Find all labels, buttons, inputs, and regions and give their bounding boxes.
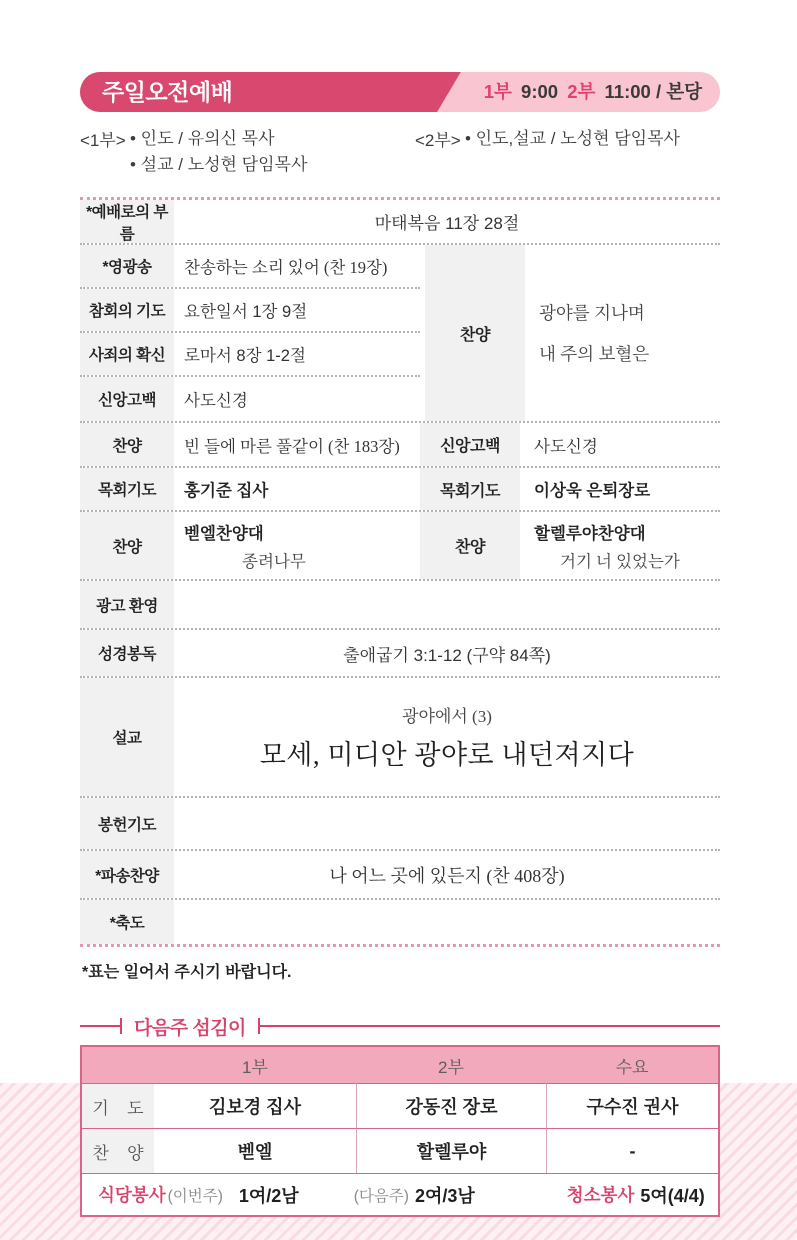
praise-song1: 광야를 지나며	[539, 303, 645, 323]
part2-tag: <2부>	[415, 131, 461, 150]
call-value: 마태복음 11장 28절	[374, 214, 520, 233]
row-gloria	[80, 245, 420, 289]
order-of-worship-table	[80, 197, 720, 947]
choir2-name: 할렐루야찬양대	[534, 524, 646, 543]
row-sending-hymn	[80, 851, 720, 900]
prayer-row-label: 기 도	[82, 1083, 154, 1128]
row-call-to-worship	[80, 200, 720, 245]
service-duty-footer	[82, 1173, 718, 1215]
next-week-count: 2여/3남	[414, 1185, 475, 1206]
choir1-name: 벧엘찬양대	[184, 524, 264, 543]
sending-label: *파송찬양	[80, 851, 174, 898]
hymn-label: 찬양	[80, 423, 174, 466]
sermon-title: 모세, 미디안 광야로 내던져지다	[259, 740, 635, 770]
part2-leader-line1: • 인도,설교 / 노성현 담임목사	[465, 129, 680, 148]
pastoral1-value: 홍기준 집사	[184, 482, 269, 500]
sermon-label: 설교	[80, 678, 174, 796]
repent-label: 참회의 기도	[80, 289, 174, 331]
part1-tag: <1부>	[80, 131, 126, 150]
service-banner	[80, 72, 720, 112]
praise-part2: 할렐루야	[356, 1128, 546, 1173]
standing-footnote: *표는 일어서 주시기 바랍니다.	[82, 964, 292, 981]
call-label: *예배로의 부름	[80, 200, 174, 243]
two-column-block	[80, 245, 720, 423]
row-sermon	[80, 678, 720, 798]
part1-leaders	[80, 126, 415, 178]
creed2-label: 신앙고백	[420, 423, 520, 466]
choir2-song: 거기 너 있었는가	[560, 551, 680, 571]
creed1-value: 사도신경	[184, 392, 248, 410]
next-week-title: 다음주 섬김이	[134, 1017, 246, 1039]
pastoral2-value: 이상욱 은퇴장로	[534, 482, 651, 500]
row-creed-part1	[80, 377, 420, 421]
choir1-song: 종려나무	[242, 551, 306, 571]
benediction-label: *축도	[80, 900, 174, 944]
title-line-left	[80, 1025, 120, 1027]
prayer-wednesday: 구수진 권사	[546, 1083, 718, 1128]
service-leaders	[80, 126, 720, 178]
schedule-part1-time: 9:00	[521, 81, 559, 102]
offering-label: 봉헌기도	[80, 798, 174, 849]
praise-part1: 벧엘	[154, 1128, 356, 1173]
row-assurance	[80, 333, 420, 377]
praise-song2: 내 주의 보혈은	[539, 344, 650, 364]
this-week-count: 1여/2남	[238, 1185, 299, 1206]
praise-wednesday: -	[546, 1128, 718, 1173]
gloria-value: 찬송하는 소리 있어 (찬 19장)	[184, 258, 388, 277]
gloria-label: *영광송	[80, 245, 174, 287]
header-empty-cell	[82, 1047, 154, 1083]
row-hymn-and-creed	[80, 423, 720, 468]
row-scripture-reading	[80, 630, 720, 678]
praise-label: 찬양	[425, 245, 525, 421]
next-week-section	[80, 1013, 720, 1217]
cafeteria-duty-label: 식당봉사	[98, 1185, 166, 1205]
row-offering-prayer	[80, 798, 720, 851]
title-tick-left	[120, 1018, 122, 1034]
cleaning-duty-label: 청소봉사	[566, 1185, 635, 1205]
sermon-series: 광야에서 (3)	[402, 707, 492, 726]
next-week-titlebar	[80, 1013, 720, 1039]
row-announcements	[80, 581, 720, 630]
hymn-value: 빈 들에 마른 풀같이 (찬 183장)	[184, 436, 400, 456]
part2-leaders	[415, 126, 720, 178]
scripture-value: 출애굽기 3:1-12 (구약 84쪽)	[343, 645, 551, 665]
row-praise-part2	[420, 245, 720, 421]
next-week-label: (다음주)	[353, 1187, 409, 1205]
prayer-part1: 김보경 집사	[154, 1083, 356, 1128]
scripture-label: 성경봉독	[80, 630, 174, 676]
row-pastoral-prayer	[80, 468, 720, 512]
announce-label: 광고 환영	[80, 581, 174, 628]
creed2-value: 사도신경	[534, 437, 598, 456]
row-choir-anthem	[80, 512, 720, 581]
pastoral2-label: 목회기도	[420, 468, 520, 510]
pastoral1-label: 목회기도	[80, 468, 174, 510]
repent-value: 요한일서 1장 9절	[184, 303, 308, 321]
schedule-part1-label: 1부	[483, 81, 512, 102]
schedule-part2-time: 11:00 / 본당	[604, 81, 702, 102]
praise-row-label: 찬 양	[82, 1128, 154, 1173]
choir1-label: 찬양	[80, 512, 174, 579]
assurance-value: 로마서 8장 1-2절	[184, 347, 306, 365]
service-title: 주일오전예배	[102, 79, 233, 105]
header-part1: 1부	[154, 1047, 356, 1083]
header-part2: 2부	[356, 1047, 546, 1083]
this-week-label: (이번주)	[167, 1187, 223, 1205]
cleaning-duty-count: 5여(4/4)	[640, 1185, 705, 1206]
service-schedule	[480, 72, 702, 112]
part1-leader-line1: • 인도 / 유의신 목사	[130, 129, 275, 148]
prayer-part2: 강동진 장로	[356, 1083, 546, 1128]
part1-leader-line2: • 설교 / 노성현 담임목사	[130, 155, 308, 174]
schedule-part2-label: 2부	[567, 81, 596, 102]
title-line-right	[260, 1025, 720, 1027]
assurance-label: 사죄의 확신	[80, 333, 174, 375]
header-wednesday: 수요	[546, 1047, 718, 1083]
sending-value: 나 어느 곳에 있든지 (찬 408장)	[329, 865, 565, 886]
row-repentance-prayer	[80, 289, 420, 333]
next-week-table	[80, 1045, 720, 1217]
row-benediction	[80, 900, 720, 944]
creed1-label: 신앙고백	[80, 377, 174, 421]
choir2-label: 찬양	[420, 512, 520, 579]
